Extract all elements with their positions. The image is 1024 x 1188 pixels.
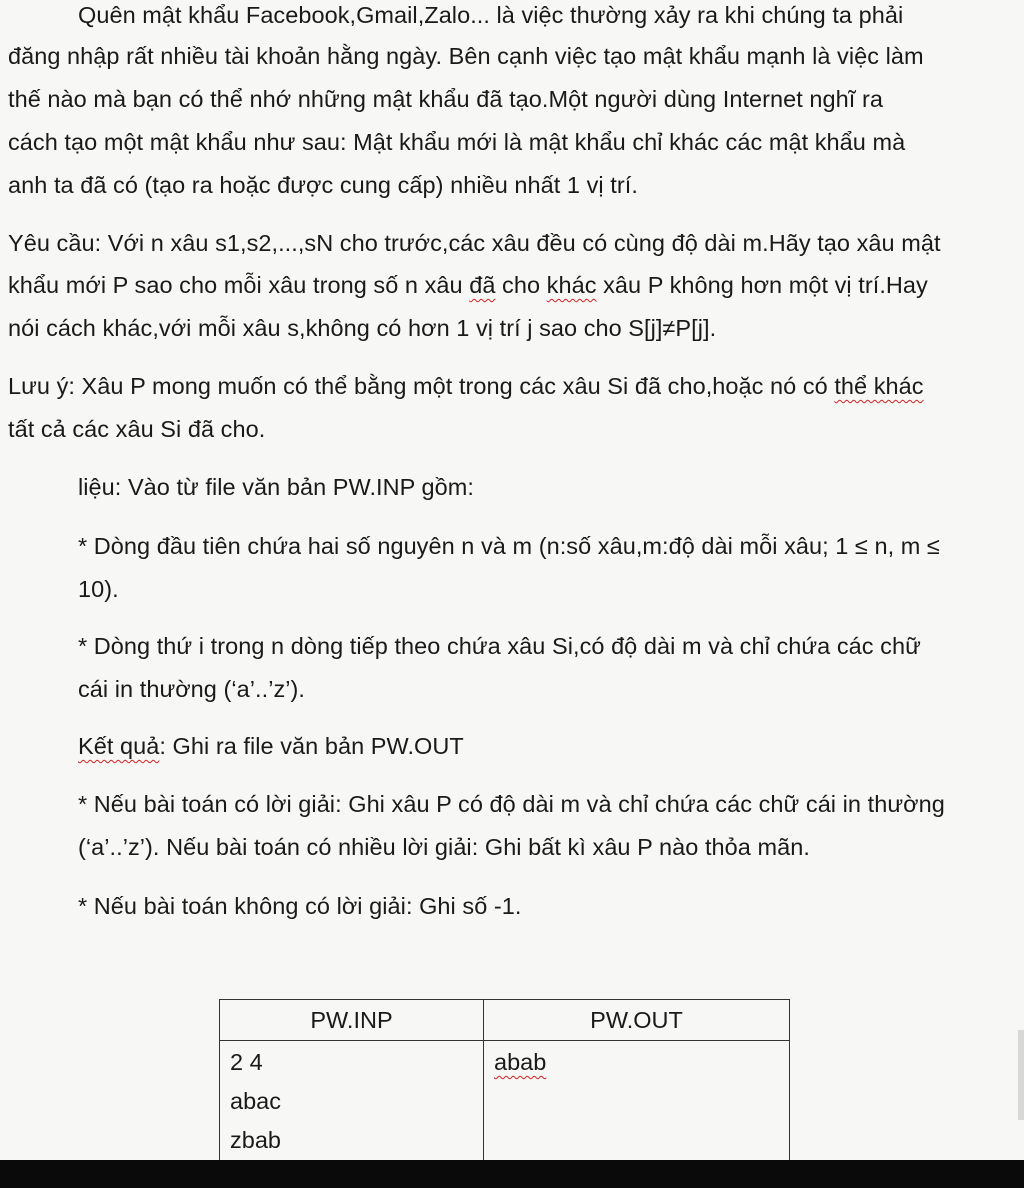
spellcheck-word: thể khác (834, 373, 924, 399)
table-header-input: PW.INP (220, 1000, 484, 1041)
spellcheck-word: khác (546, 272, 597, 298)
table-row (220, 1041, 790, 1161)
input-heading: liệu: Vào từ file văn bản PW.INP gồm: (78, 474, 474, 500)
example-table (219, 999, 790, 1161)
input-line: zbab (230, 1127, 281, 1153)
output-bullet-2: * Nếu bài toán không có lời giải: Ghi số -1. (78, 893, 522, 919)
input-bullet-2-line-2: cái in thường (‘a’..’z’). (78, 676, 305, 702)
note-line-1 (8, 371, 924, 401)
intro-line-2: đăng nhập rất nhiều tài khoản hằng ngày. Bên cạnh việc tạo mật khẩu mạnh là việc làm (8, 43, 924, 69)
page-edge-shadow (1018, 1030, 1024, 1120)
intro-line-4: cách tạo một mật khẩu như sau: Mật khẩu mới là mật khẩu chỉ khác các mật khẩu mà (8, 129, 906, 155)
spellcheck-word: đã (469, 272, 496, 298)
intro-line-3: thế nào mà bạn có thể nhớ những mật khẩu đã tạo.Một người dùng Internet nghĩ ra (8, 86, 883, 112)
table-header-output: PW.OUT (484, 1000, 790, 1041)
input-line: abac (230, 1088, 281, 1114)
note-line-2: tất cả các xâu Si đã cho. (8, 416, 266, 442)
input-bullet-1-line-1: * Dòng đầu tiên chứa hai số nguyên n và m (n:số xâu,m:độ dài mỗi xâu; 1 ≤ n, m ≤ (78, 533, 940, 559)
text-run: cho (495, 272, 547, 298)
text-run: : Ghi ra file văn bản PW.OUT (159, 733, 464, 759)
text-run: Lưu ý: Xâu P mong muốn có thể bằng một trong các xâu Si đã cho,hoặc nó có (8, 373, 835, 399)
requirement-line-1: Yêu cầu: Với n xâu s1,s2,...,sN cho trước,các xâu đều có cùng độ dài m.Hãy tạo xâu mật (8, 230, 941, 256)
table-cell-output (484, 1041, 790, 1161)
table-header-row (220, 1000, 790, 1041)
text-run: xâu P không hơn một vị trí.Hay (596, 272, 928, 298)
text-run: khẩu mới P sao cho mỗi xâu trong số n xâu (8, 272, 470, 298)
output-bullet-1-line-1: * Nếu bài toán có lời giải: Ghi xâu P có độ dài m và chỉ chứa các chữ cái in thường (78, 791, 945, 817)
spellcheck-word: Kết quả (78, 733, 160, 759)
output-bullet-1-line-2: (‘a’..’z’). Nếu bài toán có nhiều lời giải: Ghi bất kì xâu P nào thỏa mãn. (78, 834, 810, 860)
output-heading (78, 731, 464, 761)
requirement-line-3: nói cách khác,với mỗi xâu s,không có hơn 1 vị trí j sao cho S[j]≠P[j]. (8, 315, 717, 341)
output-value: abab (494, 1049, 547, 1075)
intro-line-1: Quên mật khẩu Facebook,Gmail,Zalo... là việc thường xảy ra khi chúng ta phải (78, 2, 904, 28)
table-cell-input (220, 1041, 484, 1161)
intro-line-5: anh ta đã có (tạo ra hoặc được cung cấp) nhiều nhất 1 vị trí. (8, 172, 638, 198)
input-bullet-1-line-2: 10). (78, 576, 119, 602)
input-line: 2 4 (230, 1049, 263, 1075)
requirement-line-2 (8, 270, 928, 300)
bottom-black-bar (0, 1160, 1024, 1188)
input-bullet-2-line-1: * Dòng thứ i trong n dòng tiếp theo chứa xâu Si,có độ dài m và chỉ chứa các chữ (78, 633, 921, 659)
